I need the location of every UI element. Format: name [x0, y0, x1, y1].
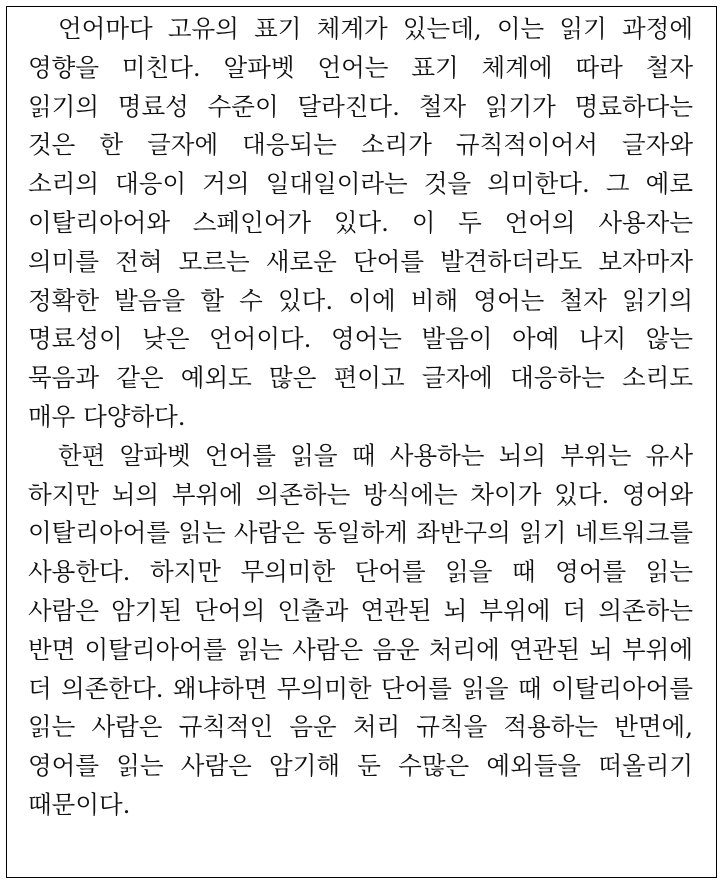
paragraph-line: 더 의존한다. 왜냐하면 무의미한 단어를 읽을 때 이탈리아어를 [28, 673, 693, 703]
paragraph-line: 영어를 읽는 사람은 암기해 둔 수많은 예외들을 떠올리기 [28, 751, 693, 781]
paragraph-line: 영향을 미친다. 알파벳 언어는 표기 체계에 따라 철자 [28, 52, 693, 82]
paragraph-line: 읽기의 명료성 수준이 달라진다. 철자 읽기가 명료하다는 [28, 91, 693, 121]
paragraph-line: 묵음과 같은 예외도 많은 편이고 글자에 대응하는 소리도 [28, 363, 693, 393]
paragraph-line: 반면 이탈리아어를 읽는 사람은 음운 처리에 연관된 뇌 부위에 [28, 634, 693, 664]
paragraph-line: 언어마다 고유의 표기 체계가 있는데, 이는 읽기 과정에 [58, 14, 693, 43]
paragraph-1 [28, 10, 693, 437]
paragraph-line: 때문이다. [28, 789, 131, 819]
paragraph-line: 읽는 사람은 규칙적인 음운 처리 규칙을 적용하는 반면에, [28, 712, 693, 742]
paragraph-line: 하지만 뇌의 부위에 의존하는 방식에는 차이가 있다. 영어와 [28, 479, 693, 509]
paragraph-2 [28, 437, 693, 825]
paragraph-line: 한편 알파벳 언어를 읽을 때 사용하는 뇌의 부위는 유사 [58, 440, 693, 470]
paragraph-line: 사람은 암기된 단어의 인출과 연관된 뇌 부위에 더 의존하는 [28, 595, 693, 625]
paragraph-line: 명료성이 낮은 언어이다. 영어는 발음이 아예 나지 않는 [28, 324, 693, 354]
paragraph-line: 소리의 대응이 거의 일대일이라는 것을 의미한다. 그 예로 [28, 169, 693, 199]
paragraph-line: 이탈리아어와 스페인어가 있다. 이 두 언어의 사용자는 [28, 207, 693, 237]
paragraph-line: 이탈리아어를 읽는 사람은 동일하게 좌반구의 읽기 네트워크를 [28, 518, 693, 548]
paragraph-line: 것은 한 글자에 대응되는 소리가 규칙적이어서 글자와 [28, 130, 693, 160]
paragraph-line: 의미를 전혀 모르는 새로운 단어를 발견하더라도 보자마자 [28, 246, 693, 276]
paragraph-line: 정확한 발음을 할 수 있다. 이에 비해 영어는 철자 읽기의 [28, 285, 693, 315]
passage-text [28, 10, 693, 825]
paragraph-line: 매우 다양하다. [28, 401, 186, 431]
paragraph-line: 사용한다. 하지만 무의미한 단어를 읽을 때 영어를 읽는 [28, 557, 693, 587]
